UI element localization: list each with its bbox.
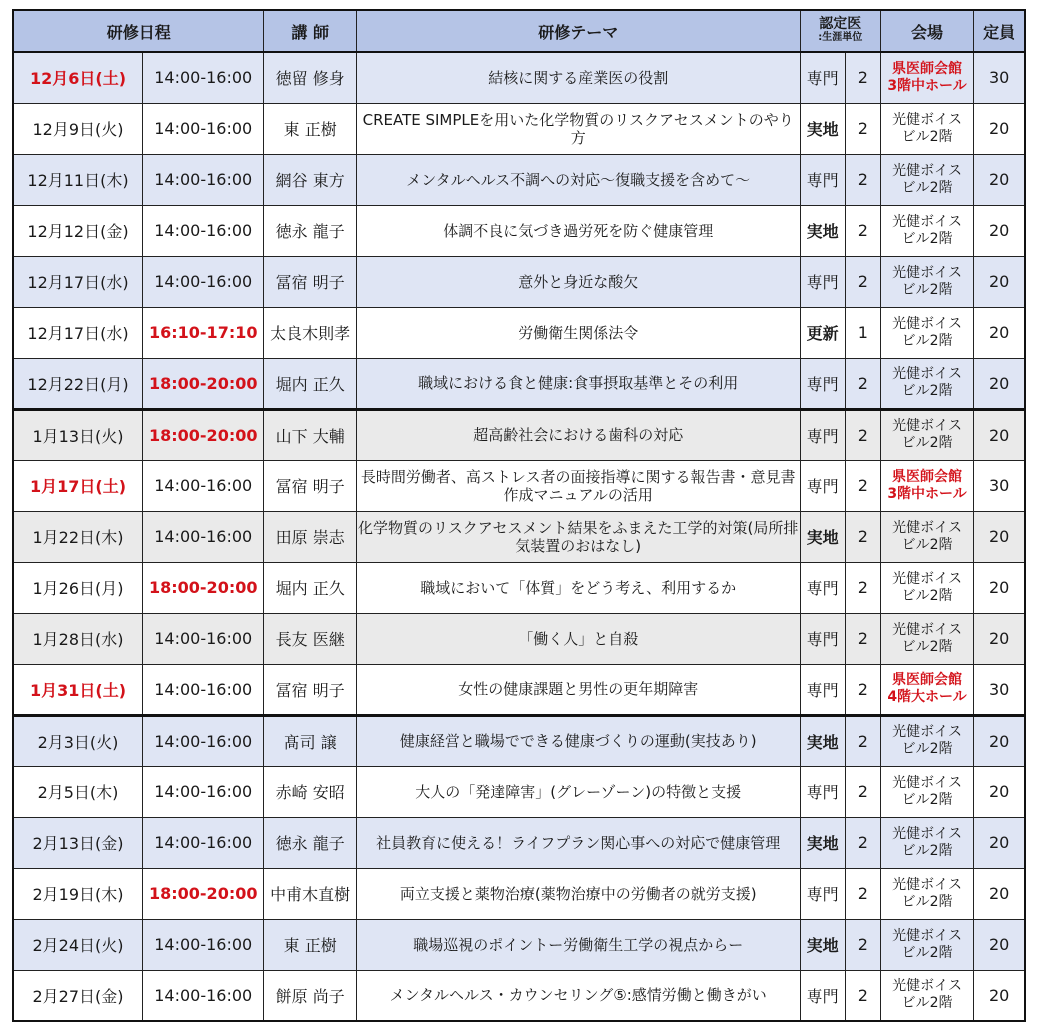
venue-line-1: 光健ボイス — [892, 724, 962, 740]
category-cell: 専門 — [800, 613, 845, 664]
time-cell: 14:00-16:00 — [143, 52, 264, 103]
date-cell: 1月31日(土) — [13, 664, 143, 715]
lecturer-cell: 徳永 龍子 — [264, 205, 356, 256]
venue-cell — [880, 358, 973, 409]
theme-cell: 超高齢社会における歯科の対応 — [356, 409, 800, 460]
venue-line-2: ビル2階 — [901, 995, 953, 1012]
units-cell: 2 — [845, 52, 880, 103]
time-cell: 18:00-20:00 — [143, 409, 264, 460]
theme-cell: 女性の健康課題と男性の更年期障害 — [356, 664, 800, 715]
lecturer-cell: 徳永 龍子 — [264, 817, 356, 868]
units-cell: 2 — [845, 205, 880, 256]
category-cell: 実地 — [800, 919, 845, 970]
time-cell: 14:00-16:00 — [143, 664, 264, 715]
venue-cell — [880, 562, 973, 613]
lecturer-cell: 冨宿 明子 — [264, 460, 356, 511]
date-cell: 2月27日(金) — [13, 970, 143, 1021]
category-cell: 専門 — [800, 358, 845, 409]
theme-cell: 「働く人」と自殺 — [356, 613, 800, 664]
venue-line-1: 光健ボイス — [892, 927, 962, 944]
table-row — [13, 154, 1025, 205]
category-cell: 実地 — [800, 817, 845, 868]
date-cell: 1月22日(木) — [13, 511, 143, 562]
theme-cell: CREATE SIMPLEを用いた化学物質のリスクアセスメントのやり方 — [356, 103, 800, 154]
time-cell: 14:00-16:00 — [143, 817, 264, 868]
venue-line-1: 光健ボイス — [892, 621, 962, 638]
units-cell: 2 — [845, 256, 880, 307]
venue-line-1: 光健ボイス — [892, 774, 962, 791]
units-cell: 2 — [845, 766, 880, 817]
date-cell: 12月9日(火) — [13, 103, 143, 154]
lecturer-cell: 東 正樹 — [264, 103, 356, 154]
theme-cell: 社員教育に使える！ライフプラン関心事への対応で健康管理 — [356, 817, 800, 868]
capacity-cell: 20 — [974, 409, 1025, 460]
capacity-cell: 20 — [974, 358, 1025, 409]
table-row — [13, 205, 1025, 256]
lecturer-cell: 赤崎 安昭 — [264, 766, 356, 817]
capacity-cell: 20 — [974, 613, 1025, 664]
venue-line-1: 光健ボイス — [892, 876, 962, 893]
venue-line-2: ビル2階 — [901, 128, 953, 145]
time-cell: 14:00-16:00 — [143, 256, 264, 307]
category-cell: 専門 — [800, 868, 845, 919]
theme-cell: 意外と身近な酸欠 — [356, 256, 800, 307]
units-cell: 2 — [845, 460, 880, 511]
date-cell: 12月6日(土) — [13, 52, 143, 103]
venue-line-1: 光健ボイス — [892, 825, 962, 842]
venue-line-2: ビル2階 — [901, 230, 953, 247]
category-cell: 専門 — [800, 256, 845, 307]
venue-line-2: 4階大ホール — [887, 689, 967, 705]
venue-line-2: ビル2階 — [901, 383, 953, 399]
lecturer-cell: 中甫木直樹 — [264, 868, 356, 919]
venue-cell — [880, 970, 973, 1021]
venue-line-1: 県医師会館 — [892, 468, 963, 485]
units-cell: 1 — [845, 307, 880, 358]
table-row — [13, 409, 1025, 460]
lecturer-cell: 長友 医継 — [264, 613, 356, 664]
lecturer-cell: 東 正樹 — [264, 919, 356, 970]
date-cell: 12月17日(水) — [13, 307, 143, 358]
venue-line-2: ビル2階 — [901, 435, 953, 451]
time-cell: 14:00-16:00 — [143, 103, 264, 154]
date-cell: 2月3日(火) — [13, 715, 143, 766]
units-cell: 2 — [845, 919, 880, 970]
table-row — [13, 613, 1025, 664]
lecturer-cell: 冨宿 明子 — [264, 664, 356, 715]
time-cell: 14:00-16:00 — [143, 715, 264, 766]
date-cell: 1月13日(火) — [13, 409, 143, 460]
lecturer-cell: 餅原 尚子 — [264, 970, 356, 1021]
venue-cell — [880, 205, 973, 256]
time-cell: 16:10-17:10 — [143, 307, 264, 358]
header-credit-title: 認定医 — [819, 16, 862, 32]
header-date: 研修日程 — [13, 10, 264, 52]
units-cell: 2 — [845, 613, 880, 664]
venue-cell — [880, 817, 973, 868]
header-credit — [800, 10, 880, 52]
category-cell: 専門 — [800, 562, 845, 613]
venue-line-2: ビル2階 — [901, 944, 953, 961]
capacity-cell: 20 — [974, 154, 1025, 205]
capacity-cell: 20 — [974, 817, 1025, 868]
time-cell: 14:00-16:00 — [143, 919, 264, 970]
theme-cell: メンタルヘルス不調への対応～復職支援を含めて～ — [356, 154, 800, 205]
category-cell: 実地 — [800, 103, 845, 154]
capacity-cell: 20 — [974, 511, 1025, 562]
theme-cell: 体調不良に気づき過労死を防ぐ健康管理 — [356, 205, 800, 256]
time-cell: 18:00-20:00 — [143, 562, 264, 613]
table-row — [13, 664, 1025, 715]
units-cell: 2 — [845, 868, 880, 919]
table-row — [13, 562, 1025, 613]
table-row — [13, 766, 1025, 817]
lecturer-cell: 徳留 修身 — [264, 52, 356, 103]
venue-line-2: ビル2階 — [901, 893, 953, 910]
venue-cell — [880, 613, 973, 664]
theme-cell: 職域において「体質」をどう考え、利用するか — [356, 562, 800, 613]
units-cell: 2 — [845, 562, 880, 613]
date-cell: 1月17日(土) — [13, 460, 143, 511]
units-cell: 2 — [845, 817, 880, 868]
theme-cell: 労働衛生関係法令 — [356, 307, 800, 358]
category-cell: 専門 — [800, 460, 845, 511]
venue-line-1: 光健ボイス — [892, 519, 962, 536]
theme-cell: 職場巡視のポイントー労働衛生工学の視点からー — [356, 919, 800, 970]
header-capacity: 定員 — [974, 10, 1025, 52]
venue-cell — [880, 409, 973, 460]
units-cell: 2 — [845, 103, 880, 154]
time-cell: 14:00-16:00 — [143, 511, 264, 562]
capacity-cell: 30 — [974, 460, 1025, 511]
capacity-cell: 20 — [974, 256, 1025, 307]
date-cell: 2月24日(火) — [13, 919, 143, 970]
table-row — [13, 460, 1025, 511]
time-cell: 14:00-16:00 — [143, 154, 264, 205]
units-cell: 2 — [845, 409, 880, 460]
venue-cell — [880, 103, 973, 154]
header-row — [13, 10, 1025, 52]
venue-line-1: 光健ボイス — [892, 315, 962, 332]
venue-line-2: 3階中ホール — [887, 485, 967, 502]
theme-cell: 大人の「発達障害」(グレーゾーン)の特徴と支援 — [356, 766, 800, 817]
category-cell: 実地 — [800, 205, 845, 256]
table-row — [13, 868, 1025, 919]
header-venue: 会場 — [880, 10, 973, 52]
venue-line-1: 光健ボイス — [892, 213, 962, 230]
theme-cell: 結核に関する産業医の役割 — [356, 52, 800, 103]
capacity-cell: 30 — [974, 52, 1025, 103]
category-cell: 専門 — [800, 766, 845, 817]
units-cell: 2 — [845, 715, 880, 766]
capacity-cell: 20 — [974, 562, 1025, 613]
venue-line-2: ビル2階 — [901, 842, 953, 859]
theme-cell: 長時間労働者、高ストレス者の面接指導に関する報告書・意見書作成マニュアルの活用 — [356, 460, 800, 511]
time-cell: 14:00-16:00 — [143, 766, 264, 817]
venue-line-1: 県医師会館 — [892, 60, 963, 77]
time-cell: 18:00-20:00 — [143, 358, 264, 409]
venue-line-1: 光健ボイス — [892, 366, 962, 382]
venue-line-1: 光健ボイス — [892, 111, 962, 128]
header-lecturer: 講 師 — [264, 10, 356, 52]
venue-cell — [880, 511, 973, 562]
venue-line-2: ビル2階 — [901, 741, 953, 757]
venue-line-1: 光健ボイス — [892, 264, 962, 281]
venue-line-2: ビル2階 — [901, 281, 953, 298]
venue-cell — [880, 460, 973, 511]
venue-line-1: 県医師会館 — [892, 672, 963, 688]
capacity-cell: 20 — [974, 766, 1025, 817]
lecturer-cell: 髙司 譲 — [264, 715, 356, 766]
table-row — [13, 715, 1025, 766]
lecturer-cell: 冨宿 明子 — [264, 256, 356, 307]
table-row — [13, 307, 1025, 358]
date-cell: 2月13日(金) — [13, 817, 143, 868]
venue-line-1: 光健ボイス — [892, 978, 962, 995]
theme-cell: 健康経営と職場でできる健康づくりの運動(実技あり) — [356, 715, 800, 766]
date-cell: 1月28日(水) — [13, 613, 143, 664]
category-cell: 専門 — [800, 52, 845, 103]
units-cell: 2 — [845, 358, 880, 409]
lecturer-cell: 堀内 正久 — [264, 562, 356, 613]
theme-cell: 両立支援と薬物治療(薬物治療中の労働者の就労支援) — [356, 868, 800, 919]
date-cell: 12月12日(金) — [13, 205, 143, 256]
category-cell: 更新 — [800, 307, 845, 358]
date-cell: 2月5日(木) — [13, 766, 143, 817]
table-row — [13, 970, 1025, 1021]
time-cell: 14:00-16:00 — [143, 970, 264, 1021]
table-row — [13, 103, 1025, 154]
header-theme: 研修テーマ — [356, 10, 800, 52]
time-cell: 14:00-16:00 — [143, 613, 264, 664]
date-cell: 12月22日(月) — [13, 358, 143, 409]
capacity-cell: 20 — [974, 205, 1025, 256]
seminar-schedule-table — [12, 9, 1026, 1022]
category-cell: 実地 — [800, 715, 845, 766]
lecturer-cell: 堀内 正久 — [264, 358, 356, 409]
venue-cell — [880, 664, 973, 715]
venue-line-2: ビル2階 — [901, 791, 953, 808]
units-cell: 2 — [845, 154, 880, 205]
category-cell: 専門 — [800, 154, 845, 205]
table-row — [13, 511, 1025, 562]
venue-line-2: ビル2階 — [901, 536, 953, 553]
category-cell: 専門 — [800, 664, 845, 715]
venue-line-2: 3階中ホール — [887, 77, 967, 94]
lecturer-cell: 網谷 東方 — [264, 154, 356, 205]
category-cell: 専門 — [800, 409, 845, 460]
header-credit-sub: :生涯単位 — [818, 32, 863, 43]
capacity-cell: 20 — [974, 715, 1025, 766]
table-row — [13, 358, 1025, 409]
table-row — [13, 817, 1025, 868]
venue-cell — [880, 154, 973, 205]
capacity-cell: 20 — [974, 307, 1025, 358]
theme-cell: 化学物質のリスクアセスメント結果をふまえた工学的対策(局所排気装置のおはなし) — [356, 511, 800, 562]
lecturer-cell: 山下 大輔 — [264, 409, 356, 460]
capacity-cell: 30 — [974, 664, 1025, 715]
theme-cell: 職域における食と健康:食事摂取基準とその利用 — [356, 358, 800, 409]
time-cell: 18:00-20:00 — [143, 868, 264, 919]
time-cell: 14:00-16:00 — [143, 205, 264, 256]
venue-cell — [880, 766, 973, 817]
venue-cell — [880, 868, 973, 919]
capacity-cell: 20 — [974, 919, 1025, 970]
units-cell: 2 — [845, 664, 880, 715]
venue-cell — [880, 919, 973, 970]
units-cell: 2 — [845, 511, 880, 562]
category-cell: 専門 — [800, 970, 845, 1021]
venue-cell — [880, 52, 973, 103]
capacity-cell: 20 — [974, 868, 1025, 919]
table-row — [13, 919, 1025, 970]
venue-line-2: ビル2階 — [901, 587, 953, 604]
lecturer-cell: 田原 崇志 — [264, 511, 356, 562]
venue-cell — [880, 256, 973, 307]
capacity-cell: 20 — [974, 970, 1025, 1021]
venue-cell — [880, 715, 973, 766]
venue-line-1: 光健ボイス — [892, 570, 962, 587]
table-row — [13, 256, 1025, 307]
date-cell: 12月11日(木) — [13, 154, 143, 205]
venue-line-2: ビル2階 — [901, 638, 953, 655]
venue-line-2: ビル2階 — [901, 332, 953, 349]
units-cell: 2 — [845, 970, 880, 1021]
time-cell: 14:00-16:00 — [143, 460, 264, 511]
date-cell: 12月17日(水) — [13, 256, 143, 307]
date-cell: 1月26日(月) — [13, 562, 143, 613]
theme-cell: メンタルヘルス・カウンセリング⑤:感情労働と働きがい — [356, 970, 800, 1021]
venue-line-1: 光健ボイス — [892, 418, 962, 434]
table-row — [13, 52, 1025, 103]
venue-line-2: ビル2階 — [901, 179, 953, 196]
category-cell: 実地 — [800, 511, 845, 562]
venue-line-1: 光健ボイス — [892, 162, 962, 179]
lecturer-cell: 太良木則孝 — [264, 307, 356, 358]
date-cell: 2月19日(木) — [13, 868, 143, 919]
capacity-cell: 20 — [974, 103, 1025, 154]
venue-cell — [880, 307, 973, 358]
